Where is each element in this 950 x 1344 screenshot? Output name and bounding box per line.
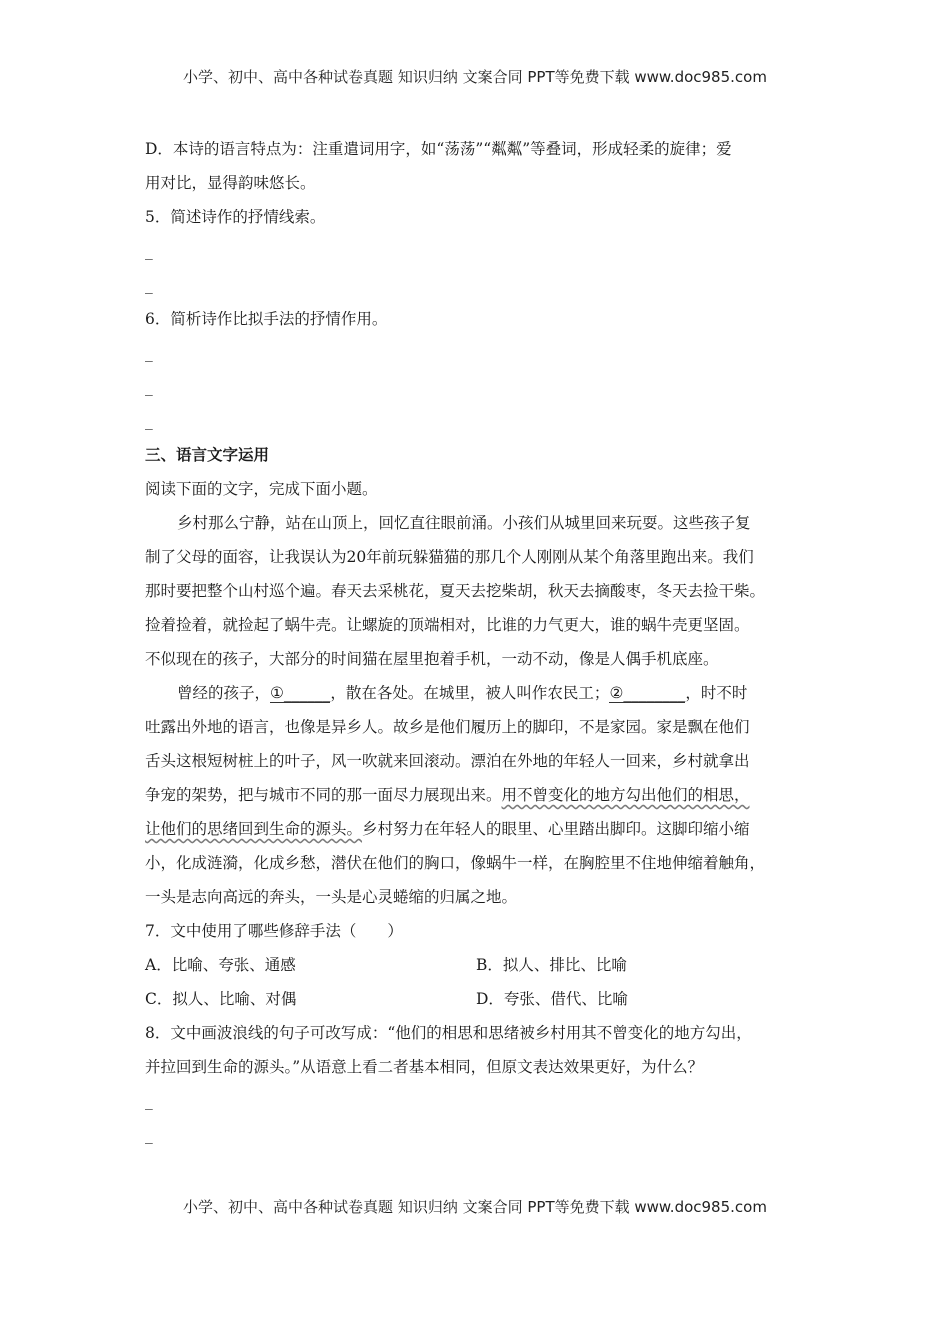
passage-p2-line: 一头是志向高远的奔头，一头是心灵蜷缩的归属之地。	[145, 888, 518, 906]
option-d-line2: 用对比，显得韵味悠长。	[145, 174, 316, 192]
fill-blank-2: ②________	[609, 684, 686, 702]
wavy-underlined-sentence: 让他们的思绪回到生命的源头。	[145, 820, 363, 838]
option-d: D．夸张、借代、比喻	[476, 990, 628, 1008]
text: ，时不时	[685, 684, 748, 702]
options-row	[145, 952, 807, 986]
question-5: 5．简述诗作的抒情线索。	[145, 208, 326, 226]
options-row	[145, 986, 807, 1020]
passage-p2-line: 舌头这根短树桩上的叶子，风一吹就来回滚动。漂泊在外地的年轻人一回来，乡村就拿出	[145, 752, 750, 770]
answer-blank: _	[145, 1126, 153, 1144]
passage-p2-line	[145, 816, 807, 850]
option-c: C．拟人、比喻、对偶	[145, 990, 297, 1008]
passage-p2-line: 小，化成涟漪，化成乡愁，潜伏在他们的胸口，像蜗牛一样，在胸腔里不住地伸缩着触角，	[145, 854, 766, 872]
option-d-line1: D．本诗的语言特点为：注重遣词用字，如“荡荡”“粼粼”等叠词，形成轻柔的旋律；爱	[145, 140, 732, 158]
answer-blank: _	[145, 1092, 153, 1110]
passage-p2-line: 吐露出外地的语言，也像是异乡人。故乡是他们履历上的脚印，不是家园。家是飘在他们	[145, 718, 750, 736]
text: 乡村努力在年轻人的眼里、心里踏出脚印。这脚印缩小缩	[362, 820, 750, 838]
text: 曾经的孩子，	[177, 684, 271, 702]
answer-blank: _	[145, 344, 153, 362]
answer-blank: _	[145, 412, 153, 430]
option-b: B．拟人、排比、比喻	[476, 956, 627, 974]
page-header: 小学、初中、高中各种试卷真题 知识归纳 文案合同 PPT等免费下载 www.doc985.com	[183, 68, 767, 86]
page-footer: 小学、初中、高中各种试卷真题 知识归纳 文案合同 PPT等免费下载 www.doc985.com	[183, 1198, 767, 1216]
question-8-line2: 并拉回到生命的源头。”从语意上看二者基本相同，但原文表达效果更好，为什么？	[145, 1058, 704, 1076]
passage-p1-line: 那时要把整个山村巡个遍。春天去采桃花，夏天去挖柴胡，秋天去摘酸枣，冬天去捡干柴。	[145, 582, 766, 600]
passage-p1-line: 乡村那么宁静，站在山顶上，回忆直往眼前涌。小孩们从城里回来玩耍。这些孩子复	[177, 514, 751, 532]
option-a: A．比喻、夸张、通感	[145, 956, 296, 974]
fill-blank-1: ①______	[270, 684, 331, 702]
section-heading: 三、语言文字运用	[145, 446, 270, 464]
question-8-line1: 8．文中画波浪线的句子可改写成：“他们的相思和思绪被乡村用其不曾变化的地方勾出，	[145, 1024, 752, 1042]
passage-p1-line: 捡着捡着，就捡起了蜗牛壳。让螺旋的顶端相对，比谁的力气更大，谁的蜗牛壳更坚固。	[145, 616, 750, 634]
text: 争宠的架势，把与城市不同的那一面尽力展现出来。	[145, 786, 502, 804]
passage-p1-line: 制了父母的面容，让我误认为20年前玩躲猫猫的那几个人刚刚从某个角落里跑出来。我们	[145, 548, 754, 566]
question-6: 6．简析诗作比拟手法的抒情作用。	[145, 310, 388, 328]
question-7: 7．文中使用了哪些修辞手法（ ）	[145, 922, 403, 940]
passage-p2-line	[145, 680, 807, 714]
answer-blank: _	[145, 378, 153, 396]
answer-blank: _	[145, 276, 153, 294]
text: ，散在各处。在城里，被人叫作农民工；	[330, 684, 610, 702]
wavy-underlined-sentence: 用不曾变化的地方勾出他们的相思，	[501, 786, 750, 804]
reading-instruction: 阅读下面的文字，完成下面小题。	[145, 480, 378, 498]
document-body	[145, 136, 807, 1156]
passage-p1-line: 不似现在的孩子，大部分的时间猫在屋里抱着手机，一动不动，像是人偶手机底座。	[145, 650, 719, 668]
answer-blank: _	[145, 242, 153, 260]
passage-p2-line	[145, 782, 807, 816]
